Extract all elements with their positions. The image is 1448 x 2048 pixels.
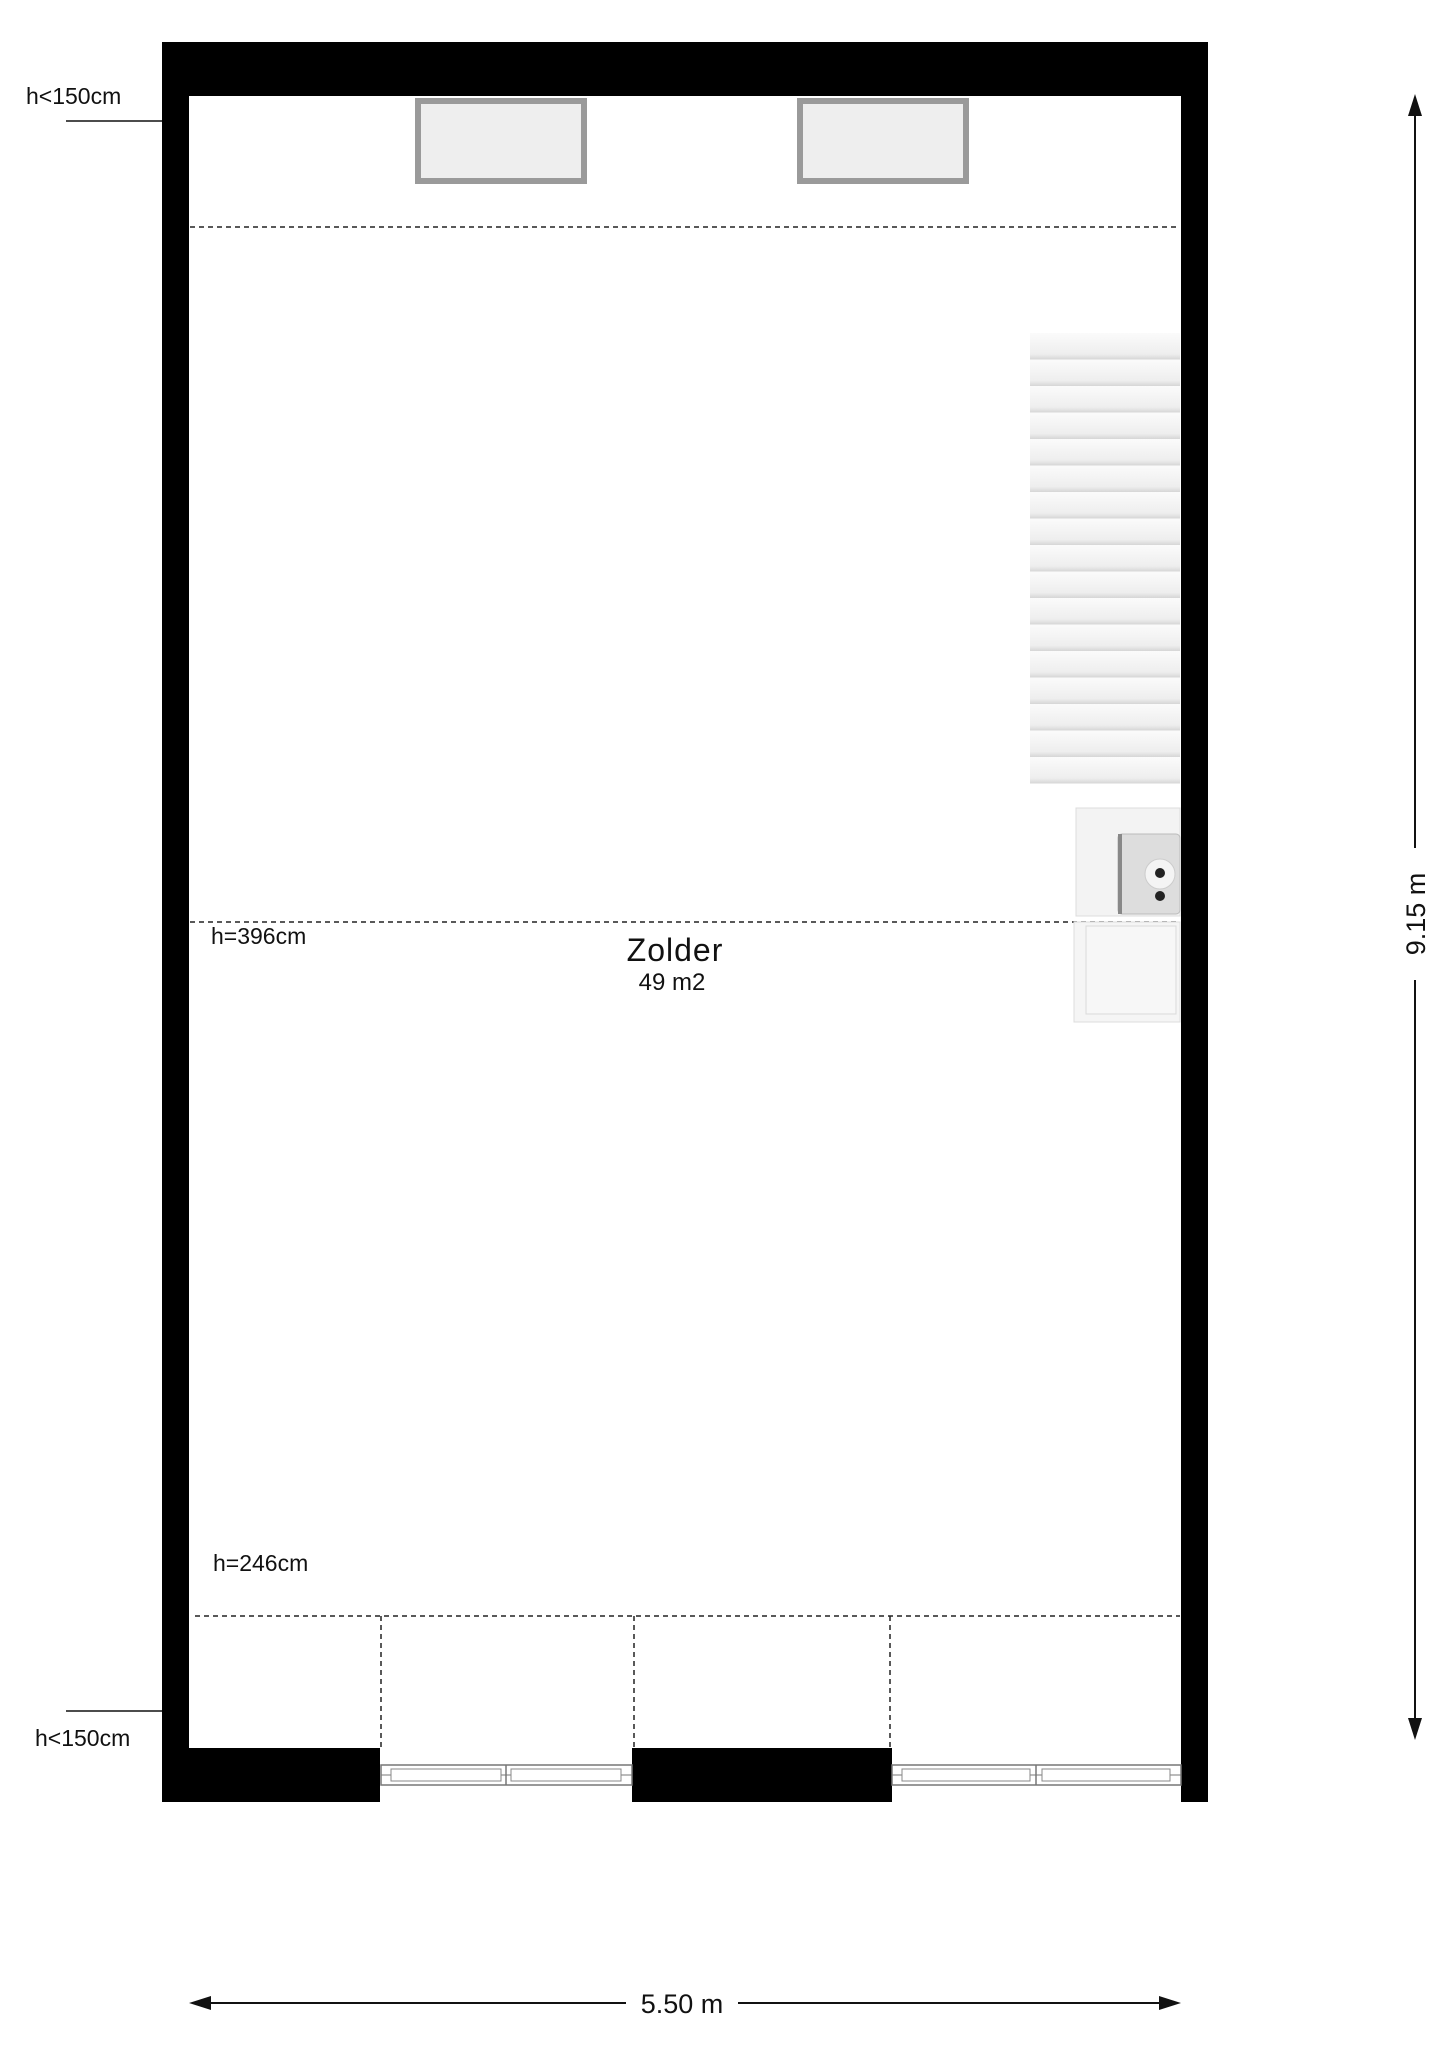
- stair-step: [1030, 466, 1180, 493]
- height-label-low: h=246cm: [213, 1550, 309, 1576]
- window: [381, 1765, 632, 1785]
- wall-right: [1181, 42, 1208, 1802]
- boiler: [1076, 808, 1180, 916]
- stair-step: [1030, 519, 1180, 546]
- stair-step: [1030, 598, 1180, 625]
- stair-step: [1030, 704, 1180, 731]
- stair-step: [1030, 439, 1180, 466]
- height-label-bottom-left: h<150cm: [35, 1725, 131, 1751]
- room-name: Zolder: [626, 932, 724, 968]
- stair-step: [1030, 757, 1180, 784]
- stair-step: [1030, 731, 1180, 758]
- stair-step: [1030, 333, 1180, 360]
- stair-step: [1030, 413, 1180, 440]
- stair-step: [1030, 492, 1180, 519]
- stair-step: [1030, 651, 1180, 678]
- cabinet: [1074, 922, 1180, 1022]
- staircase: [1030, 333, 1180, 784]
- wall-left: [162, 42, 189, 1802]
- stair-step: [1030, 572, 1180, 599]
- skylight: [415, 98, 587, 184]
- wall-bottom-left: [162, 1748, 380, 1802]
- wall-top: [162, 42, 1208, 96]
- stair-step: [1030, 545, 1180, 572]
- stair-step: [1030, 678, 1180, 705]
- height-label-mid: h=396cm: [211, 923, 307, 949]
- dimension-width-label: 5.50 m: [640, 1989, 724, 2019]
- window: [892, 1765, 1181, 1785]
- stair-step: [1030, 360, 1180, 387]
- height-label-top-left: h<150cm: [26, 83, 122, 109]
- room-area: 49 m2: [638, 969, 706, 996]
- dimension-height-label: 9.15 m: [1401, 872, 1431, 956]
- stair-step: [1030, 625, 1180, 652]
- stair-step: [1030, 386, 1180, 413]
- wall-bottom-middle: [632, 1748, 892, 1802]
- skylight: [797, 98, 969, 184]
